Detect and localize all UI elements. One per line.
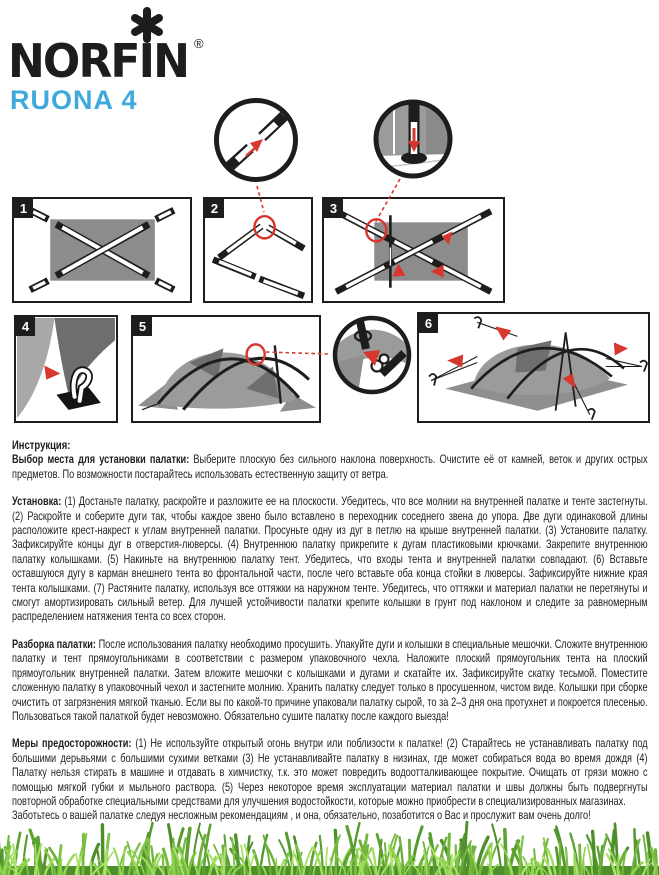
step-5-illustration (133, 317, 319, 421)
instruction-title: Инструкция: (12, 438, 71, 452)
step-number-5: 5 (133, 317, 152, 336)
step-number-6: 6 (419, 314, 438, 333)
closing-paragraph: Заботьтесь о вашей палатке следуя несложным рекомендациям , и она, обязательно, позаботится о Вас и прослужит вам очень долго! (12, 808, 591, 823)
model-name: RUONA 4 (10, 85, 138, 115)
disassembly-paragraph (12, 637, 648, 723)
step-6-illustration (419, 314, 648, 421)
step-number-3: 3 (324, 199, 343, 218)
step-panel-1 (12, 197, 192, 303)
step-number-4: 4 (16, 317, 35, 336)
stake-icon (588, 409, 595, 420)
step-number-2: 2 (205, 199, 224, 218)
pole-joining-detail-circle (213, 97, 299, 183)
brand-header (8, 6, 218, 116)
precautions-text: (1) Не используйте открытый огонь внутри или поблизости к палатке! (2) Старайтесь не устанавливать палатку под большими дерьвьями с большими сухими ветками (3) Не устанавливайте палатку в низинах, где может собираться вода во время дождя (4) Палатку нельзя стирать в машине и отдавать в химчистку, т.к. это может повредить водоотталкивающее покрытие. Очищать от грязи можно с помощью мягкой губки и мыльного раствора. (5) Через некоторое время эксплуатации материал палатки и швы должны быть подвергнуты повторной обработке специальными средствами для улучшения водостойкости, которые можно приобрести в специализированных магазинах. (12, 736, 648, 808)
instruction-text (12, 438, 648, 823)
disassembly-text: После использования палатку необходимо просушить. Упакуйте дуги и колышки в специальные мешочки. Сложите внутреннюю палатку и тент прямоугольниками в соответствии с размером упаковочного чехла. Наложите плоский прямоугольник тента на плоский прямоугольник внутренней палатки. Затем вложите мешочки с колышками и дугами и скатайте их. Зафиксируйте скатку тесьмой. Поместите сложенную палатку в упаковочный чехол и застегните молнию. Хранить палатку следует только в просушенном, чистом виде. Колышки при сборке очистить от загрязнения мягкой тканью. Если вы по какой-то причине упаковали палатку сырой, то за 2–3 дня она протухнет и покроется плесенью. Пользоваться такой палаткой будет невозможно. Обязательно сушите палатку после каждого выезда! (12, 636, 648, 723)
precautions-paragraph (12, 736, 648, 808)
step-panel-6 (417, 312, 650, 423)
placement-text: Выберите плоскую без сильного наклона поверхность. Очистите её от камней, веток и других острых предметов. По возможности постарайтесь использовать естественную защиту от ветра. (12, 452, 648, 481)
norfin-logo (8, 6, 218, 84)
red-arrow-icon (447, 354, 463, 367)
red-arrow-icon (44, 365, 60, 379)
step-panel-5 (131, 315, 321, 423)
disassembly-lead: Разборка палатки: (12, 636, 97, 651)
registered-mark: ® (194, 36, 204, 51)
red-arrow-icon (614, 342, 628, 355)
precautions-lead: Меры предосторожности: (12, 736, 132, 751)
hook-clip-detail-circle (330, 313, 414, 397)
setup-text: (1) Достаньте палатку, раскройте и разложите ее на плоскости. Убедитесь, что все молнии на внутренней палатке и тенте застегнуты. (2) Раскройте и соберите дуги так, чтобы каждое звено было вставлено в переходник соседнего звена до упора. Две дуги одинаковой длины расположите крест-накрест к углам внутренней палатки. Просуньте одну из дуг в петлю на крыше внутренней палатки. (3) Установите палатку. Зафиксируйте концы дуг в отверстия-люверсы. (4) Внутреннюю палатку прикрепите к дугам пластиковыми крючками. Закрепите внутреннюю палатку колышками. (5) Накиньте на внутреннюю палатку тент. Убедитесь, что входы тента и внутренней палатки совпадают. (6) Вставьте оставшуюся дугу в карман внешнего тента во фронтальной части, после чего вставьте оба конца стойки в люверсы. Зафиксируйте нижние края тента колышками. (7) Растяните палатку, используя все оттяжки на наружном тенте. Убедитесь, что оттяжки и материал палатки не перетянуты и смогут амортизировать сильный ветер. Для лучшей устойчивости палатки крепите колышки в грунт под наклоном и следите за равномерным распределением натяжения тента со всех сторон. (12, 494, 648, 624)
step-panel-3 (322, 197, 505, 303)
setup-lead: Установка: (12, 494, 62, 509)
setup-paragraph (12, 494, 648, 624)
pole-grommet-detail-circle (370, 96, 456, 182)
logo-text: NORFIN (8, 34, 188, 84)
placement-paragraph (12, 452, 648, 481)
placement-lead: Выбор места для установки палатки: (12, 452, 190, 467)
step-3-illustration (324, 199, 503, 301)
step-number-1: 1 (14, 199, 33, 218)
grass-decoration (0, 811, 659, 875)
step-1-illustration (14, 199, 190, 301)
